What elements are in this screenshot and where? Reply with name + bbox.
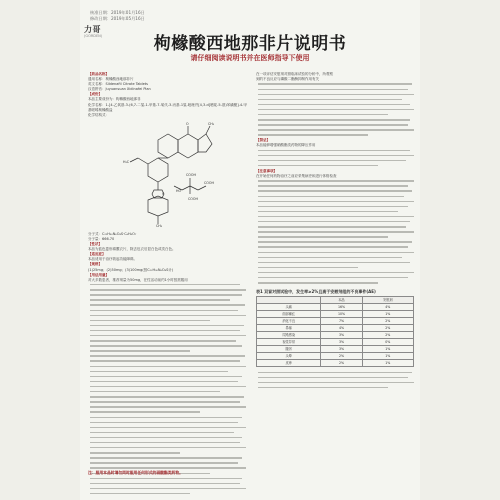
svg-text:O: O <box>186 121 189 126</box>
table-cell: 3% <box>321 332 362 339</box>
table-cell: 4% <box>362 304 413 311</box>
table-header-cell: 本品 <box>321 297 362 304</box>
table-cell: 腹泻 <box>257 346 321 353</box>
table-cell: 3% <box>321 339 362 346</box>
text-line: 本品为蓝色菱形薄膜衣片，除去包衣后显白色或类白色。 <box>88 247 176 252</box>
section-heading-precautions: 【注意事项】 <box>256 168 277 173</box>
logo-sub: (GORDEN) <box>84 34 103 38</box>
svg-text:H₃C: H₃C <box>123 159 130 164</box>
text-line: 本品主要成份为：枸橼酸西地那非 <box>88 97 141 102</box>
table-cell: 2% <box>362 325 413 332</box>
body-text-block <box>256 370 416 390</box>
text-line: 本品适用于治疗勃起功能障碍。 <box>88 257 137 262</box>
section-heading-indication: 【适应症】 <box>88 252 106 257</box>
table-cell: 1% <box>362 311 413 318</box>
svg-text:CH₃: CH₃ <box>208 121 215 126</box>
table-cell: 7% <box>321 318 362 325</box>
text-line: 化学结构式： <box>88 112 109 117</box>
table-cell: 皮疹 <box>257 360 321 367</box>
table-cell: 2% <box>321 353 362 360</box>
body-text-block <box>88 283 248 497</box>
table-cell: 2% <box>362 318 413 325</box>
section-heading-name: 【药品名称】 <box>88 72 109 76</box>
text-line: 对大多数患者，推荐剂量为50mg，在性活动前约1小时按需服用 <box>88 277 188 282</box>
table-cell: 1% <box>362 360 413 367</box>
svg-text:COOH: COOH <box>186 172 196 177</box>
document-title: 枸橼酸西地那非片说明书 <box>153 34 347 54</box>
svg-text:S: S <box>162 191 165 196</box>
text-line: (1)25mg；(2)50mg；(3)100mg(按C₂₂H₃₀N₆O₄S计) <box>88 267 174 272</box>
table-cell: 16% <box>321 304 362 311</box>
table-header-cell <box>257 297 321 304</box>
table-row <box>257 318 414 325</box>
table-cell: 0% <box>362 339 413 346</box>
structure-diagram <box>118 120 218 228</box>
table-cell: 面部潮红 <box>257 311 321 318</box>
text-line: 分子式：C₂₂H₃₀N₆O₄S·C₆H₈O₇ <box>88 231 137 236</box>
table-header-cell: 安慰剂 <box>362 297 413 304</box>
section-heading-dosage: 【用法用量】 <box>88 272 109 277</box>
table-row <box>257 332 414 339</box>
approval-dates <box>90 10 145 22</box>
table-header-row <box>257 297 414 304</box>
adverse-event-table <box>256 296 414 367</box>
table-cell: 3% <box>321 346 362 353</box>
text-line: 在一项评估安慰剂对照临床试验的分析中，所观察 <box>256 72 333 76</box>
table-row <box>257 325 414 332</box>
table-caption: 表1 双盲对照试验中，发生率≥2%且高于安慰剂组的不良事件(AE) <box>256 288 376 294</box>
table-cell: 消化不良 <box>257 318 321 325</box>
logo-mark: 力哥 <box>84 25 101 34</box>
table-cell: 1% <box>362 353 413 360</box>
text-line: 本品能够增强硝酸酯类药物的降压作用 <box>256 143 316 148</box>
table-cell: 头晕 <box>257 353 321 360</box>
svg-text:COOH: COOH <box>188 196 198 201</box>
chemical-structure <box>88 120 248 228</box>
table-cell: 鼻塞 <box>257 325 321 332</box>
text-line: 汉语拼音：Juyuansuan Xidinafei Pian <box>88 87 151 92</box>
section-heading-strength: 【规格】 <box>88 262 102 267</box>
left-margin <box>0 0 80 500</box>
left-column <box>88 72 248 497</box>
table-row <box>257 346 414 353</box>
text-line: 通用名称：枸橼酸西地那非片 <box>88 77 134 82</box>
table-cell: 4% <box>321 325 362 332</box>
table-cell: 2% <box>362 332 413 339</box>
text-line: 在开始任何药物治疗之前应采集病史和进行体格检查 <box>256 173 337 178</box>
table-cell: 2% <box>321 360 362 367</box>
body-text-block <box>256 82 416 138</box>
text-line: 到的不良反应与磷酸二酯酶抑制作用有关 <box>256 77 319 82</box>
table-row <box>257 311 414 318</box>
revision-date-line: 修改日期：2019年05月16日 <box>90 16 145 21</box>
text-line: 分子量：666.70 <box>88 236 115 241</box>
section-heading-appearance: 【性状】 <box>88 242 102 247</box>
right-margin <box>420 0 500 500</box>
table-row <box>257 339 414 346</box>
footnote: 注：服用本品时请勿同时服用任何形式的硝酸酯类药物。 <box>88 470 183 475</box>
table-cell: 10% <box>321 311 362 318</box>
table-row <box>257 360 414 367</box>
body-text-block <box>256 179 416 286</box>
table-cell: 尿路感染 <box>257 332 321 339</box>
table-cell: 头痛 <box>257 304 321 311</box>
svg-text:HO: HO <box>176 188 182 193</box>
table-cell: 视觉异常 <box>257 339 321 346</box>
table-row <box>257 304 414 311</box>
text-line: 英文名称：Sildenafil Citrate Tablets <box>88 82 148 87</box>
text-line: 化学名称：1-[4-乙氧基-3-(6,7-二氢-1-甲基-7-氧代-3-丙基-1氢-吡唑并[4,3-d]嘧啶-5-基)苯磺酰]-4-甲基哌嗪枸橼酸盐 <box>88 102 247 112</box>
svg-text:COOH: COOH <box>204 180 214 185</box>
section-heading-contraindication: 【禁忌】 <box>256 138 270 143</box>
table-cell: 1% <box>362 346 413 353</box>
right-column <box>256 72 416 391</box>
body-text-block <box>256 148 416 168</box>
table-row <box>257 353 414 360</box>
svg-text:CH₃: CH₃ <box>156 223 163 228</box>
approval-date-line: 核准日期：2019年01月16日 <box>90 10 145 15</box>
document-subtitle: 请仔细阅读说明书并在医师指导下使用 <box>190 54 310 62</box>
section-heading-composition: 【成份】 <box>88 92 102 97</box>
